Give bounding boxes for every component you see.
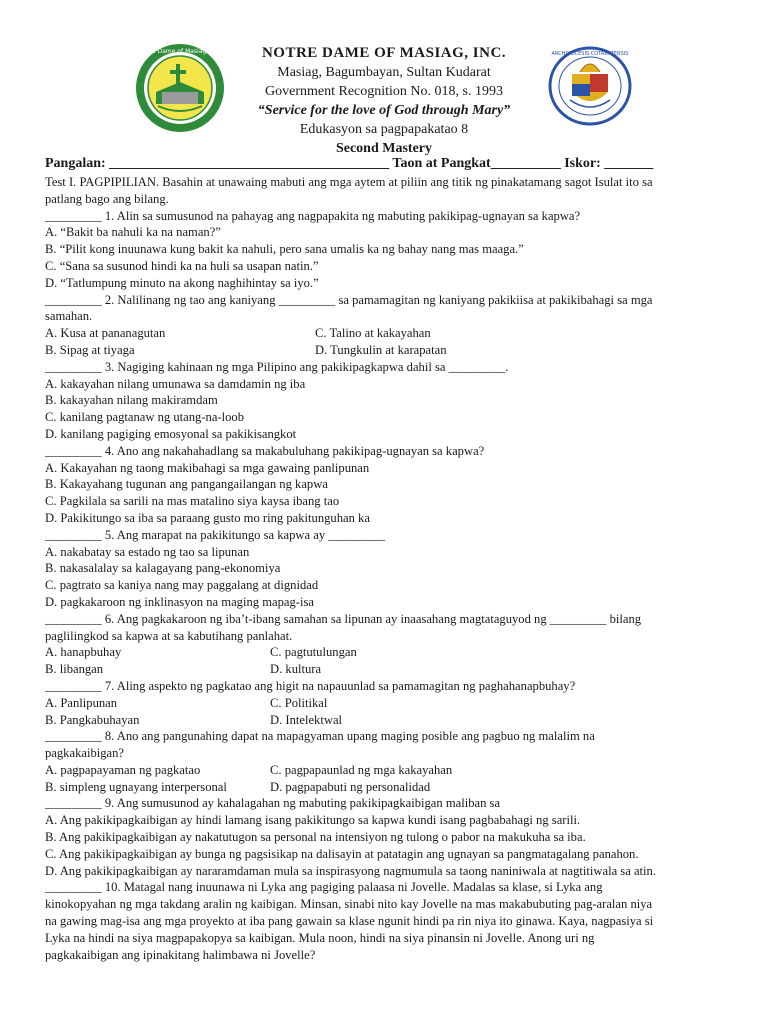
q5-option-c: C. pagtrato sa kaniya nang may paggalang at dignidad (45, 578, 319, 593)
q7-option-a: A. Panlipunan (45, 695, 118, 710)
q7-option-c: C. Politikal (270, 695, 328, 710)
q6-options-row-2 (45, 661, 725, 678)
question-4: _________ 4. Ano ang nakahahadlang sa makabuluhang pakikipag-ugnayan sa kapwa? (45, 443, 485, 458)
student-info-line: Pangalan: ________________________________________ Taon at Pangkat__________ Iskor: _______ (45, 156, 654, 171)
q7-options-row-1 (45, 695, 725, 712)
question-2: _________ 2. Nalilinang ng tao ang kaniyang _________ sa pamamagitan ng kaniyang pakikiisa at pakikibahagi sa mga (45, 292, 653, 307)
q6-options-row-1 (45, 644, 725, 661)
question-8: _________ 8. Ano ang pangunahing dapat na mapagyaman upang maging posible ang pagbuo ng malalim na (45, 729, 595, 744)
q2-option-b: B. Sipag at tiyaga (45, 342, 135, 357)
question-10-line-3: na gawing mag-isa ang mga proyekto at iba pang gawain sa klase ngunit hindi pa rin niya ito ginawa. Kaya, nagpasiya si (45, 914, 654, 929)
question-6-cont: paglilingkod sa kapwa at sa kabutihang panlahat. (45, 628, 293, 643)
q4-option-b: B. Kakayahang tugunan ang pangangailangan ng kapwa (45, 477, 328, 492)
q1-option-c: C. “Sana sa susunod hindi ka na huli sa usapan natin.” (45, 258, 319, 273)
q2-option-c: C. Talino at kakayahan (315, 326, 431, 341)
q7-option-b: B. Pangkabuhayan (45, 712, 140, 727)
q9-option-b: B. Ang pakikipagkaibigan ay nakatutugon sa personal na intensiyon ng tulong o pabor na makukuha sa iba. (45, 830, 586, 845)
question-8-cont: pagkakaibigan? (45, 746, 125, 761)
q8-option-c: C. pagpapaunlad ng mga kakayahan (270, 762, 453, 777)
q7-option-d: D. Intelektwal (270, 712, 343, 727)
instructions-line-1: Test I. PAGPIPILIAN. Basahin at unawaing mabuti ang mga aytem at piliin ang titik ng pinakatamang sagot Isulat ito sa (45, 175, 653, 189)
q6-option-a: A. hanapbuhay (45, 645, 122, 660)
q9-option-a: A. Ang pakikipagkaibigan ay hindi lamang isang pakikitungo sa kapwa kundi isang pagbabahagi ng sarili. (45, 813, 581, 828)
q8-options-row-2 (45, 779, 725, 796)
q6-option-d: D. kultura (270, 662, 322, 677)
q6-option-c: C. pagtutulungan (270, 645, 357, 660)
question-1: _________ 1. Alin sa sumusunod na pahayag ang nagpapakita ng mabuting pakikipag-ugnayan sa kapwa? (45, 208, 581, 223)
q5-option-a: A. nakabatay sa estado ng tao sa lipunan (45, 544, 250, 559)
question-10: _________ 10. Matagal nang inuunawa ni Lyka ang pagiging palaasa ni Jovelle. Madalas sa klase, si Lyka ang (45, 880, 603, 895)
subject-title: Edukasyon sa pagpapakatao 8 (299, 122, 469, 137)
q3-option-d: D. kanilang pagiging emosyonal sa pakikisangkot (45, 426, 297, 441)
question-9: _________ 9. Ang sumusunod ay kahalagahan ng mabuting pakikipagkaibigan maliban sa (45, 796, 501, 811)
instructions-line-2: patlang bago ang bilang. (45, 191, 169, 206)
question-6: _________ 6. Ang pagkakaroon ng iba’t-ibang samahan sa lipunan ay inaasahang magtataguyod ng _________ bilang (45, 611, 642, 626)
q3-option-b: B. kakayahan nilang makiramdam (45, 393, 218, 408)
q3-option-a: A. kakayahan nilang umunawa sa damdamin ng iba (45, 376, 306, 391)
right-seal-text: ARCHDIOCESIS COTABATENSIS (551, 51, 629, 57)
q4-option-c: C. Pagkilala sa sarili na mas matalino siya kaysa ibang tao (45, 494, 340, 509)
exam-body (45, 156, 725, 963)
q4-option-d: D. Pakikitungo sa iba sa paraang gusto mo ring pakitunguhan ka (45, 510, 370, 525)
q2-option-d: D. Tungkulin at karapatan (315, 342, 447, 357)
left-seal-text: Notre Dame of Masiag, Inc. (139, 48, 221, 55)
q1-option-b: B. “Pilit kong inuunawa kung bakit ka nahuli, pero sana umalis ka ng bahay nang mas maaga.” (45, 242, 524, 257)
q8-options-row-1 (45, 762, 725, 779)
exam-title: Second Mastery (335, 141, 433, 156)
q7-options-row-2 (45, 712, 725, 729)
school-address: Masiag, Bagumbayan, Sultan Kudarat (277, 65, 491, 80)
q8-option-b: B. simpleng ugnayang interpersonal (45, 779, 227, 794)
question-3: _________ 3. Nagiging kahinaan ng mga Pilipino ang pakikipagkapwa dahil sa _________. (45, 359, 509, 374)
q6-option-b: B. libangan (45, 662, 104, 677)
q2-options-row-1 (45, 325, 725, 342)
q2-options-row-2 (45, 342, 725, 359)
question-2-cont: samahan. (45, 309, 93, 324)
q1-option-a: A. “Bakit ba nahuli ka na naman?” (45, 225, 221, 240)
question-5: _________ 5. Ang marapat na pakikitungo sa kapwa ay _________ (45, 527, 385, 542)
question-7: _________ 7. Aling aspekto ng pagkatao ang higit na napauunlad sa pamamagitan ng paghahanapbuhay? (45, 678, 576, 693)
q3-option-c: C. kanilang pagtanaw ng utang-na-loob (45, 410, 244, 425)
q5-option-b: B. nakasalalay sa kalagayang pang-ekonomiya (45, 561, 281, 576)
school-name: NOTRE DAME OF MASIAG, INC. (261, 45, 507, 61)
q4-option-a: A. Kakayahan ng taong makibahagi sa mga gawaing panlipunan (45, 460, 370, 475)
question-10-line-4: Lyka na hindi na siya magpapakopya sa kaibigan. Mula noon, hindi na siya pinansin ni Jovelle. Anong uri ng (45, 930, 595, 945)
question-10-line-5: pagkakaibigan ang ipinakitang halimbawa ni Jovelle? (45, 947, 316, 962)
q1-option-d: D. “Tatlumpung minuto na akong naghihintay sa iyo.” (45, 275, 319, 290)
government-recognition: Government Recognition No. 018, s. 1993 (265, 84, 503, 99)
q2-option-a: A. Kusa at pananagutan (45, 326, 166, 341)
q9-option-c: C. Ang pakikipagkaibigan ay bunga ng pagsisikap na dalisayin at patatagin ang ugnayan sa pangmatagalang panahon. (45, 846, 639, 861)
document-header (0, 44, 768, 158)
q5-option-d: D. pagkakaroon ng inklinasyon na maging mapag-isa (45, 594, 314, 609)
q9-option-d: D. Ang pakikipagkaibigan ay nararamdaman mula sa inspirasyong nagmumula sa taong naniniwala at nagtitiwala sa atin. (45, 863, 656, 878)
school-motto: “Service for the love of God through Mary” (257, 103, 511, 118)
q8-option-a: A. pagpapayaman ng pagkatao (45, 762, 201, 777)
question-10-line-2: kinokopyahan ng mga takdang aralin ng kaibigan. Minsan, sinabi nito kay Jovelle na mas makabubuting pag-aralan niya (45, 897, 653, 912)
q8-option-d: D. pagpapabuti ng personalidad (270, 779, 431, 794)
